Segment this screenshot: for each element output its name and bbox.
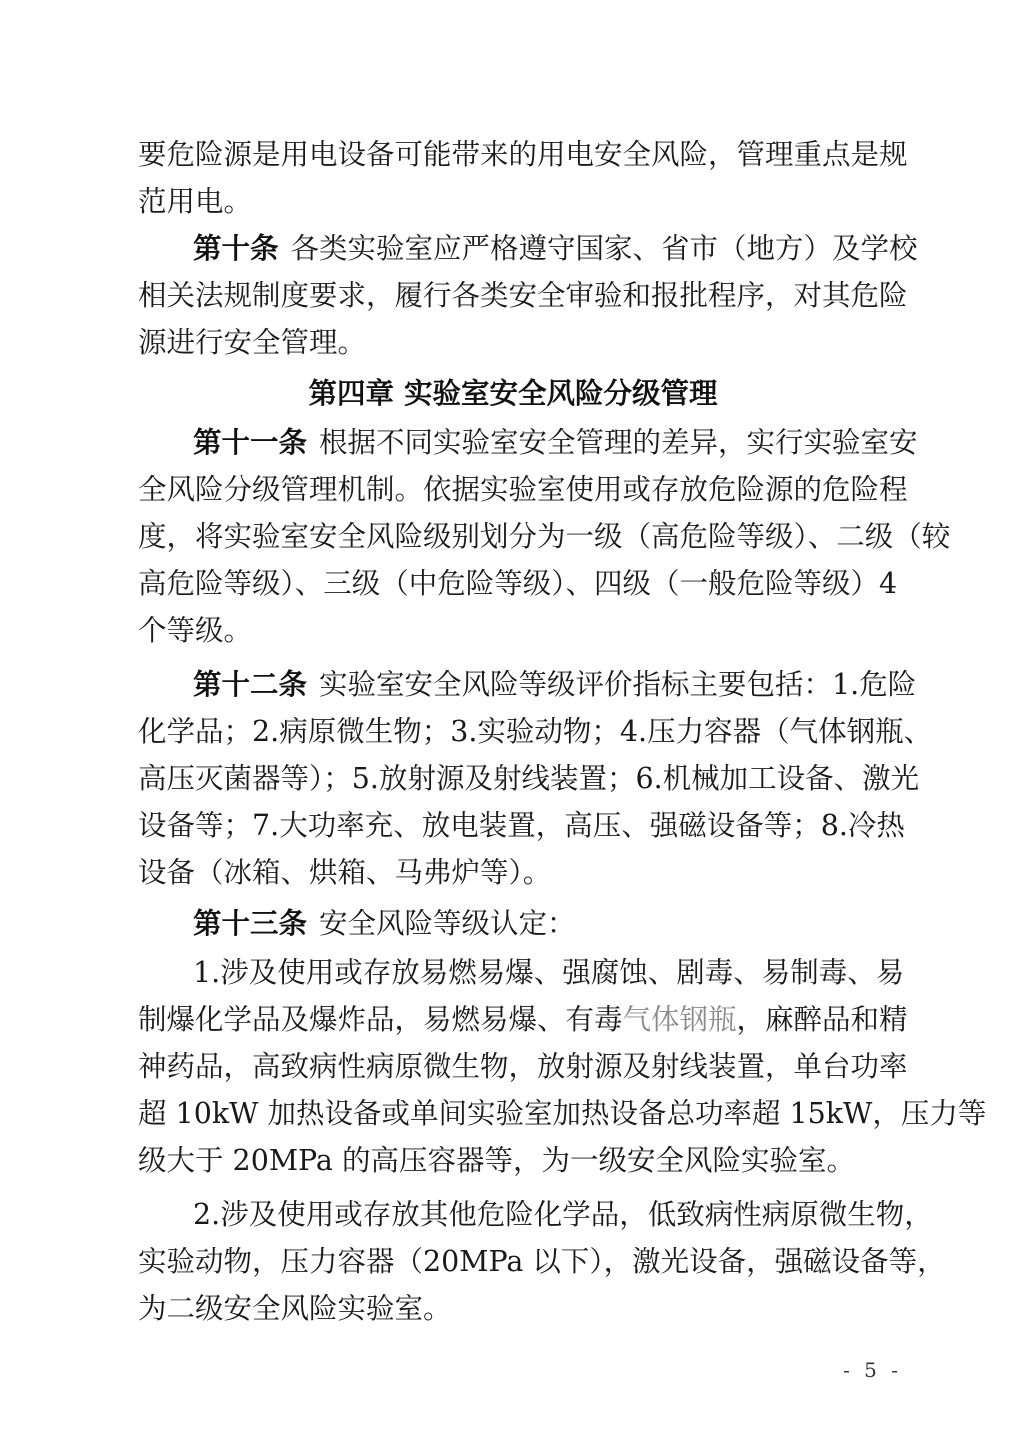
chapter-heading: 第四章 实验室安全风险分级管理 <box>308 377 718 410</box>
text-line: 范用电。 <box>138 185 253 218</box>
text-run: 各类实验室应严格遵守国家、省市（地方）及学校 <box>290 232 918 265</box>
article-12-line <box>193 663 917 707</box>
text-line: 要危险源是用电设备可能带来的用电安全风险，管理重点是规 <box>138 138 908 171</box>
text-line: 级大于 20MPa 的高压容器等，为一级安全风险实验室。 <box>138 1144 855 1177</box>
text-line: 设备等；7.大功率充、放电装置，高压、强磁设备等；8.冷热 <box>138 809 905 842</box>
text-run: 制爆化学品及爆炸品，易燃易爆、有毒 <box>138 1003 623 1036</box>
text-run: 实验室安全风险等级评价指标主要包括：1.危险 <box>319 668 917 701</box>
page-number: - 5 - <box>843 1358 902 1382</box>
text-line: 设备（冰箱、烘箱、马弗炉等）。 <box>138 856 552 889</box>
text-line: 1.涉及使用或存放易燃易爆、强腐蚀、剧毒、易制毒、易 <box>193 956 905 989</box>
text-line: 神药品，高致病性病原微生物，放射源及射线装置，单台功率 <box>138 1050 908 1083</box>
text-line: 为二级安全风险实验室。 <box>138 1292 452 1325</box>
text-line: 高压灭菌器等）；5.放射源及射线装置；6.机械加工设备、激光 <box>138 762 920 795</box>
article-10-line <box>193 227 918 271</box>
grey-text-run: 气体钢瓶 <box>622 1003 737 1036</box>
article-label: 第十二条 <box>193 668 308 701</box>
text-run: 根据不同实验室安全管理的差异，实行实验室安 <box>319 426 918 459</box>
article-label: 第十条 <box>193 232 279 265</box>
text-line: 相关法规制度要求，履行各类安全审验和报批程序，对其危险 <box>138 279 908 312</box>
text-line <box>138 998 908 1042</box>
text-line: 2.涉及使用或存放其他危险化学品，低致病性病原微生物， <box>193 1198 933 1231</box>
text-line: 化学品；2.病原微生物；3.实验动物；4.压力容器（气体钢瓶、 <box>138 715 933 748</box>
text-line: 个等级。 <box>138 614 253 647</box>
article-13-line <box>193 902 888 946</box>
text-line: 度，将实验室安全风险级别划分为一级（高危险等级）、二级（较 <box>138 520 951 553</box>
text-line: 高危险等级）、三级（中危险等级）、四级（一般危险等级）4 <box>138 567 898 600</box>
text-line: 实验动物，压力容器（20MPa 以下），激光设备，强磁设备等， <box>138 1245 946 1278</box>
article-label: 第十一条 <box>193 426 308 459</box>
text-run: ，麻醉品和精 <box>736 1003 908 1036</box>
text-run: 安全风险等级认定： <box>319 907 576 940</box>
article-label: 第十三条 <box>193 907 308 940</box>
article-11-line <box>193 421 918 465</box>
text-line: 超 10kW 加热设备或单间实验室加热设备总功率超 15kW，压力等 <box>138 1097 987 1130</box>
text-line: 源进行安全管理。 <box>138 326 367 359</box>
text-line: 全风险分级管理机制。依据实验室使用或存放危险源的危险程 <box>138 473 908 506</box>
